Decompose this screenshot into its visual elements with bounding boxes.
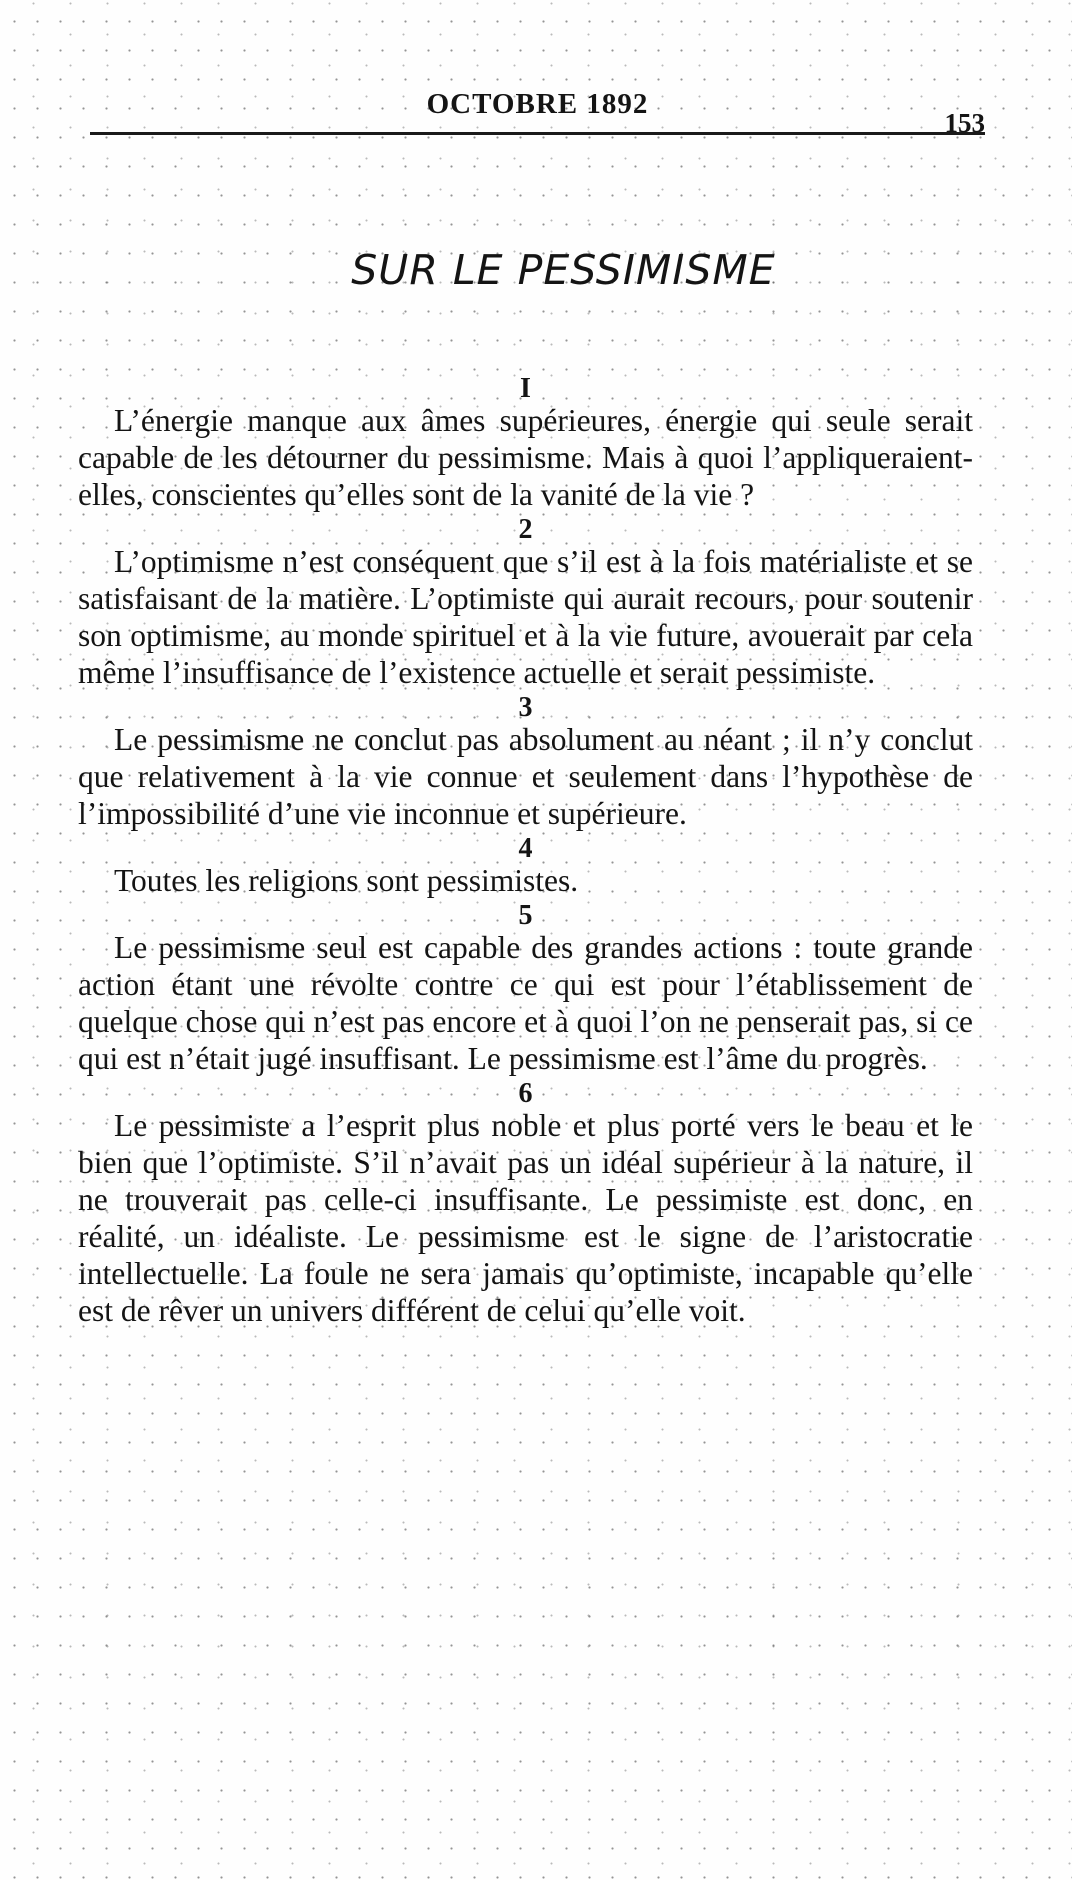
section-paragraph: Le pessimisme ne conclut pas absolument au néant ; il n’y conclut que relativement à la vie connue et seulement dans l’hypothèse de l’impossibilité d’une vie inconnue et supérieure.: [78, 722, 973, 831]
running-head: OCTOBRE 1892: [426, 88, 649, 120]
body-text: [78, 372, 973, 1329]
page-title: SUR LE PESSIMISME: [351, 246, 776, 294]
section-paragraph: Le pessimiste a l’esprit plus noble et plus porté vers le beau et le bien que l’optimiste. S’il n’avait pas un idéal supérieur à la nature, il ne trouverait pas celle-ci insuffisante. Le pessimiste est donc, en réalité, un idéaliste. Le pessimisme est le signe de l’aristocratie intellectuelle. La foule ne sera jamais qu’optimiste, incapable qu’elle est de rêver un univers différent de celui qu’elle voit.: [78, 1108, 973, 1328]
section-numeral: 5: [518, 900, 533, 931]
aphorism-section: [78, 514, 973, 691]
aphorism-section: [78, 373, 973, 513]
section-numeral: I: [520, 373, 531, 404]
page-number: 153: [944, 108, 985, 138]
section-paragraph: Toutes les religions sont pessimistes.: [114, 863, 579, 898]
section-paragraph: L’énergie manque aux âmes supérieures, énergie qui seule serait capable de les détourner du pessimisme. Mais à quoi l’appliqueraient-elles, conscientes qu’elles sont de la vanité de la vie ?: [78, 403, 973, 512]
header-rule: [90, 132, 985, 135]
section-numeral: 3: [518, 692, 533, 723]
section-numeral: 4: [518, 833, 533, 864]
aphorism-section: [78, 1078, 973, 1329]
section-numeral: 6: [518, 1078, 533, 1109]
aphorism-section: [78, 692, 973, 832]
section-paragraph: Le pessimisme seul est capable des grandes actions : toute grande action étant une révolte contre ce qui est pour l’établissement de quelque chose qui n’est pas encore et à quoi l’on ne penserait pas, si ce qui est n’était jugé insuffisant. Le pessimisme est l’âme du progrès.: [78, 930, 973, 1076]
section-paragraph: L’optimisme n’est conséquent que s’il est à la fois matérialiste et se satisfaisant de la matière. L’optimiste qui aurait recours, pour soutenir son optimisme, au monde spirituel et à la vie future, avouerait par cela même l’insuffisance de l’existence actuelle et serait pessimiste.: [78, 544, 973, 690]
aphorism-section: [78, 900, 973, 1077]
section-numeral: 2: [518, 514, 533, 545]
aphorism-section: [78, 833, 973, 899]
page-header: [90, 88, 985, 138]
